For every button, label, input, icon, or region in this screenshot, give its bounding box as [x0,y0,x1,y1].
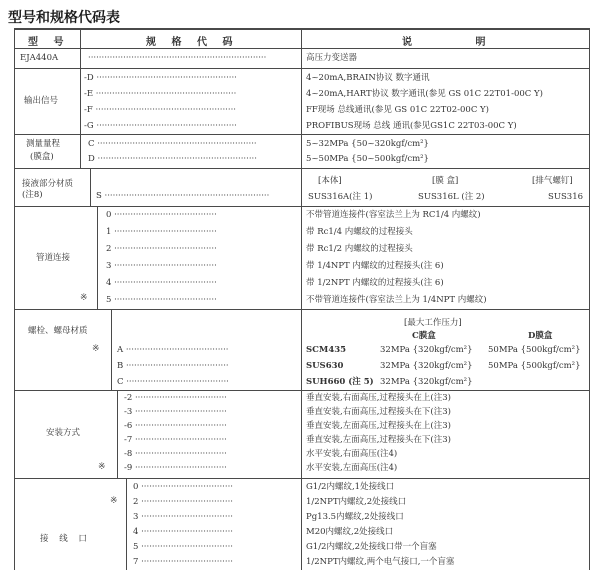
output-code-e: -E ···················································· [84,89,237,99]
row-separator [14,390,590,391]
process-code-1: 1 ······································ [106,227,217,237]
wetted-val-capsule: SUS316L (注 2) [418,192,485,202]
page-title: 型号和规格代码表 [8,10,120,26]
process-code-2: 2 ······································ [106,244,217,254]
elec-desc-5: G1/2内螺纹,2处接线口带一个盲塞 [306,542,437,552]
wetted-code-divider [90,168,91,206]
process-desc-0: 不带管道连接件(容室法兰上为 RC1/4 内螺纹) [306,210,481,220]
range-code-d: D ··························································· [88,154,257,164]
elec-label: 接 线 口 [40,534,91,544]
output-desc-d: 4~20mA,BRAIN协议 数字通讯 [306,73,430,83]
range-desc-d: 5~50MPa {50~500kgf/cm²} [306,154,429,164]
mount-desc-6: 垂直安装,左面高压,过程接头在上(注3) [306,421,451,431]
bolt-c-c: 32MPa {320kgf/cm²} [380,377,473,387]
range-desc-c: 5~32MPa {50~320kgf/cm²} [306,139,429,149]
model-desc: 高压力变送器 [306,53,358,63]
mount-desc-9: 水平安装,左面高压(注4) [306,463,398,473]
header-desc-text: 说 明 [402,37,516,48]
mount-code-2: -2 ·································· [124,393,227,403]
process-code-divider [97,206,98,309]
range-label: 测量量程 [26,139,61,149]
wetted-head-vent: [排气螺钉] [532,176,573,186]
output-label: 输出信号 [24,96,59,106]
table-border-right [589,28,590,570]
table-border-top [14,28,590,30]
process-code-0: 0 ······································ [106,210,217,220]
mount-code-7: -7 ·································· [124,435,227,445]
bolt-mat-c: SUH660 (注 5) [306,377,374,387]
mount-desc-8: 水平安装,右面高压(注4) [306,449,398,459]
header-model: 型 号 [28,37,70,48]
bolt-note-mark: ※ [92,344,100,354]
model-dashes: ·································································· [88,53,267,63]
bolt-head: [最大工作压力] [404,318,462,328]
process-desc-5: 不带管道连接件(容室法兰上为 1/4NPT 内螺纹) [306,295,487,305]
bolt-code-divider [111,309,112,390]
process-label: 管道连接 [36,253,71,263]
process-note-mark: ※ [80,293,88,303]
wetted-label: 接液部分材质 [22,179,74,189]
elec-desc-0: G1/2内螺纹,1处接线口 [306,482,395,492]
mount-code-6: -6 ·································· [124,421,227,431]
bolt-d-a: 50MPa {500kgf/cm²} [488,345,581,355]
elec-code-5: 5 ·································· [133,542,233,552]
header-underline [14,48,590,49]
output-code-d: -D ···················································· [84,73,237,83]
wetted-head-body: [本体] [318,176,342,186]
mount-label: 安装方式 [46,428,81,438]
process-desc-4: 带 1/2NPT 内螺纹的过程接头(注 6) [306,278,444,288]
output-code-f: -F ···················································· [84,105,236,115]
bolt-c-b: 32MPa {320kgf/cm²} [380,361,473,371]
range-sublabel: (膜盒) [30,152,54,162]
elec-note-mark: ※ [110,496,118,506]
wetted-val-body: SUS316A(注 1) [308,192,373,202]
row-separator [14,309,590,310]
elec-desc-2: 1/2NPT内螺纹,2处接线口 [306,497,407,507]
row-separator [14,206,590,207]
mount-desc-3: 垂直安装,右面高压,过程接头在下(注3) [306,407,451,417]
row-separator [14,68,590,69]
table-border-left [14,28,15,570]
mount-note-mark: ※ [98,462,106,472]
bolt-mat-b: SUS630 [306,361,344,371]
wetted-sublabel: (注8) [22,190,43,200]
header-spec: 规 格 代 码 [146,37,239,48]
output-code-g: -G ···················································· [84,121,237,131]
elec-code-2: 2 ·································· [133,497,233,507]
wetted-head-capsule: [膜 盒] [432,176,459,186]
wetted-code-s: S ····························································· [96,191,270,201]
bolt-code-c: C ······································ [117,377,229,387]
bolt-c-a: 32MPa {320kgf/cm²} [380,345,473,355]
elec-code-7: 7 ·································· [133,557,233,567]
mount-desc-2: 垂直安装,右面高压,过程接头在上(注3) [306,393,451,403]
bolt-label: 螺栓、螺母材质 [28,326,88,336]
elec-desc-7: 1/2NPT内螺纹,两个电气接口,一个盲塞 [306,557,455,567]
row-separator [14,134,590,135]
elec-desc-3: Pg13.5内螺纹,2处接线口 [306,512,404,522]
mount-code-3: -3 ·································· [124,407,227,417]
model-column-divider [80,28,81,168]
mount-code-9: -9 ·································· [124,463,227,473]
description-column-divider [301,28,302,570]
elec-desc-4: M20内螺纹,2处接线口 [306,527,394,537]
bolt-code-a: A ······································ [117,345,229,355]
output-desc-e: 4~20mA,HART协议 数字通讯(参见 GS 01C 22T01-00C Y) [306,89,543,99]
mount-desc-7: 垂直安装,左面高压,过程接头在下(注3) [306,435,451,445]
model-code: EJA440A [20,53,59,63]
range-code-c: C ··························································· [88,139,257,149]
mount-code-8: -8 ·································· [124,449,227,459]
process-desc-3: 带 1/4NPT 内螺纹的过程接头(注 6) [306,261,444,271]
bolt-code-b: B ······································ [117,361,229,371]
process-code-5: 5 ······································ [106,295,217,305]
bolt-d-b: 50MPa {500kgf/cm²} [488,361,581,371]
bolt-mat-a: SCM435 [306,345,347,355]
mount-code-divider [117,390,118,478]
elec-code-4: 4 ·································· [133,527,233,537]
elec-code-3: 3 ·································· [133,512,233,522]
header-desc [402,33,515,48]
process-desc-2: 带 Rc1/2 内螺纹的过程接头 [306,244,413,254]
process-desc-1: 带 Rc1/4 内螺纹的过程接头 [306,227,413,237]
output-desc-g: PROFIBUS现场 总线 通讯(参见GS1C 22T03-00C Y) [306,121,517,131]
elec-code-0: 0 ·································· [133,482,233,492]
bolt-col-d: D膜盒 [528,331,553,341]
process-code-4: 4 ······································ [106,278,217,288]
row-separator [14,478,590,479]
row-separator [14,168,590,169]
bolt-col-c: C膜盒 [412,331,436,341]
output-desc-f: FF现场 总线通讯(参见 GS 01C 22T02-00C Y) [306,105,489,115]
elec-code-divider [126,478,127,570]
wetted-val-vent: SUS316 [548,192,584,202]
process-code-3: 3 ······································ [106,261,217,271]
